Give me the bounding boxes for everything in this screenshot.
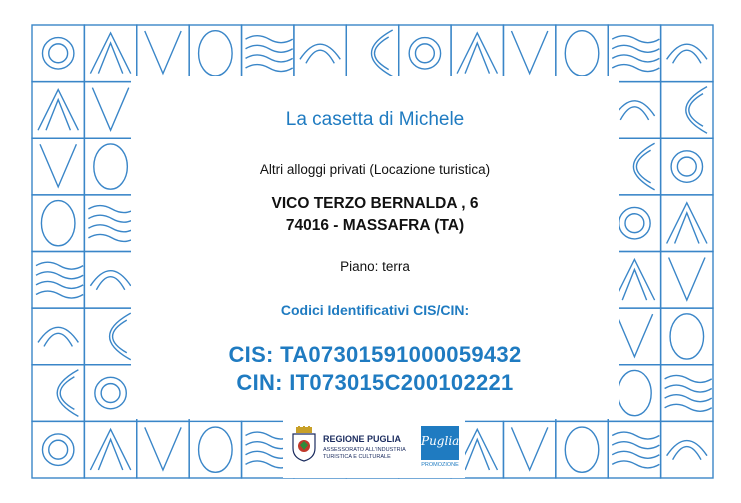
listing-panel <box>131 76 619 419</box>
cin-code: CIN: IT073015C200102221 <box>236 370 514 395</box>
address-street: VICO TERZO BERNALDA , 6 <box>271 195 479 212</box>
listing-title: La casetta di Michele <box>285 109 465 130</box>
regione-subtitle-2: TURISTICA E CULTURALE <box>323 454 391 460</box>
promozione-caption: PROMOZIONE <box>421 462 459 468</box>
regione-subtitle-1: ASSESSORATO ALL'INDUSTRIA <box>323 447 406 453</box>
cis-code: CIS: TA07301591000059432 <box>228 342 522 367</box>
floor-info: Piano: terra <box>340 259 410 274</box>
puglia-wordmark: Puglia <box>421 434 460 448</box>
address-city: 74016 - MASSAFRA (TA) <box>285 217 465 234</box>
listing-category: Altri alloggi privati (Locazione turistica) <box>259 162 491 177</box>
codes-heading: Codici Identificativi CIS/CIN: <box>280 302 470 318</box>
sponsor-logos <box>283 420 465 478</box>
puglia-promozione-logo-icon <box>421 426 459 460</box>
regione-puglia-crest-icon <box>290 426 318 462</box>
regione-name: REGIONE PUGLIA <box>323 434 402 444</box>
